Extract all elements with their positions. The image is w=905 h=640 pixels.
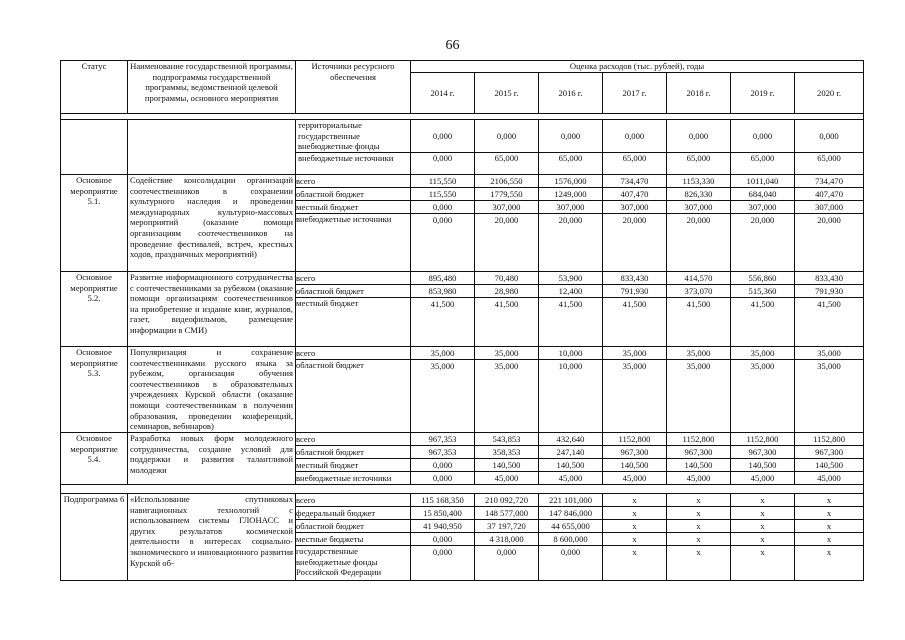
value: 791,930 (603, 285, 666, 298)
value: 53,900 (539, 272, 602, 285)
value: 140,500 (603, 459, 666, 472)
value: 115,550 (411, 188, 474, 201)
value: 35,000 (622, 361, 647, 371)
value: 45,000 (494, 473, 519, 483)
value: 407,470 (603, 188, 666, 201)
value: x (731, 494, 794, 507)
values-cell (603, 175, 667, 272)
value: 967,300 (667, 446, 730, 459)
value: 0,000 (411, 459, 474, 472)
value: 8 600,000 (539, 533, 602, 546)
values-cell (731, 494, 795, 581)
source-line: государственные внебюджетные фонды Российской Федерации (296, 546, 382, 578)
value: x (696, 547, 701, 557)
source-cell: территориальные государственные внебюджетные фонды (296, 120, 411, 153)
values-cell (603, 494, 667, 581)
value: 1249,000 (539, 188, 602, 201)
value: 1152,800 (667, 433, 730, 446)
header-year: 2018 г. (667, 73, 731, 114)
source-line: местный бюджет (296, 298, 359, 308)
value: 35,000 (731, 347, 794, 360)
value: x (795, 533, 863, 546)
value: 45,000 (686, 473, 711, 483)
value-cell: 0,000 (475, 120, 539, 153)
values-cell (603, 272, 667, 347)
value: x (731, 533, 794, 546)
name-cell: Разработка новых форм молодежного сотрудничества, создание условий для поддержки и развития талантливой молодежи (128, 433, 296, 485)
value-cell: 65,000 (795, 153, 864, 175)
value: 826,330 (667, 188, 730, 201)
value: 1779,550 (475, 188, 538, 201)
value: 307,000 (795, 201, 863, 214)
value: 895,480 (411, 272, 474, 285)
value: 15 850,400 (411, 507, 474, 520)
value: x (632, 547, 637, 557)
value: 2106,550 (475, 175, 538, 188)
values-cell (475, 272, 539, 347)
value: 20,000 (558, 215, 583, 225)
table-row (61, 494, 864, 581)
header-status: Статус (61, 61, 128, 114)
value: 734,470 (795, 175, 863, 188)
value: x (603, 507, 666, 520)
value-cell: 0,000 (539, 120, 603, 153)
value: 140,500 (731, 459, 794, 472)
status-cell: Основное мероприятие 5.1. (61, 175, 128, 272)
source-line: областной бюджет (296, 446, 410, 459)
value: 35,000 (494, 361, 519, 371)
value: 407,470 (795, 188, 863, 201)
value: 45,000 (622, 473, 647, 483)
value: 10,000 (539, 347, 602, 360)
value: 967,353 (411, 446, 474, 459)
spacer-row (61, 485, 864, 494)
value: x (667, 507, 730, 520)
value: 140,500 (667, 459, 730, 472)
value: 0,000 (432, 547, 453, 557)
value: 414,570 (667, 272, 730, 285)
value: 41 940,950 (411, 520, 474, 533)
value: 41,500 (494, 299, 519, 309)
source-line: местный бюджет (296, 459, 410, 472)
value: 20,000 (750, 215, 775, 225)
value: 35,000 (430, 361, 455, 371)
source-line: местный бюджет (296, 201, 410, 214)
value: x (731, 507, 794, 520)
value: 20,000 (494, 215, 519, 225)
value: 373,070 (667, 285, 730, 298)
name-cell: Содействие консолидации организаций соотечественников в сохранении культурного наследия и проведении международных культурно-массовых мероприятий (оказание помощи организациям соотечественников на проведение фестивалей, встреч, крестных ходов, праздничных мероприятий) (128, 175, 296, 272)
values-cell (667, 175, 731, 272)
values-cell (731, 347, 795, 433)
header-year: 2015 г. (475, 73, 539, 114)
values-cell (475, 494, 539, 581)
sources-cell (296, 272, 411, 347)
source-line: областной бюджет (296, 360, 364, 370)
header-year: 2019 г. (731, 73, 795, 114)
value: x (667, 520, 730, 533)
value: x (731, 520, 794, 533)
value: x (795, 520, 863, 533)
header-year: 2014 г. (411, 73, 475, 114)
value: 853,980 (411, 285, 474, 298)
value: 37 197,720 (475, 520, 538, 533)
value: 0,000 (411, 533, 474, 546)
values-cell (411, 494, 475, 581)
source-line: областной бюджет (296, 188, 410, 201)
value: 833,430 (795, 272, 863, 285)
table-row (61, 347, 864, 433)
value: 247,140 (539, 446, 602, 459)
values-cell (667, 347, 731, 433)
value: 41,500 (430, 299, 455, 309)
status-cell (61, 120, 128, 175)
value: x (760, 547, 765, 557)
value: 44 655,000 (539, 520, 602, 533)
value: 543,853 (475, 433, 538, 446)
source-line: внебюджетные источники (296, 214, 392, 224)
value: x (603, 520, 666, 533)
sources-cell (296, 433, 411, 485)
value: 20,000 (622, 215, 647, 225)
value: 28,980 (475, 285, 538, 298)
values-cell (795, 494, 864, 581)
value: 4 318,000 (475, 533, 538, 546)
status-cell: Подпрограмма 6 (61, 494, 128, 581)
value: 791,930 (795, 285, 863, 298)
page-number: 66 (445, 38, 460, 53)
value: 115 168,350 (411, 494, 474, 507)
values-cell (539, 433, 603, 485)
value-cell: 65,000 (475, 153, 539, 175)
value: 967,300 (603, 446, 666, 459)
values-cell (731, 272, 795, 347)
value: 967,353 (411, 433, 474, 446)
value: 556,860 (731, 272, 794, 285)
values-cell (795, 175, 864, 272)
header-year: 2016 г. (539, 73, 603, 114)
value: 41,500 (817, 299, 841, 309)
values-cell (667, 494, 731, 581)
value: 684,040 (731, 188, 794, 201)
value: 0,000 (560, 547, 581, 557)
values-cell (411, 272, 475, 347)
table-row (61, 175, 864, 272)
value: 20,000 (817, 215, 841, 225)
value-cell: 0,000 (731, 120, 795, 153)
value: 307,000 (539, 201, 602, 214)
values-cell (603, 347, 667, 433)
sources-cell (296, 347, 411, 433)
value: 147 846,000 (539, 507, 602, 520)
values-cell (795, 347, 864, 433)
source-line: областной бюджет (296, 520, 410, 533)
values-cell (475, 347, 539, 433)
value-cell: 65,000 (539, 153, 603, 175)
value: 35,000 (411, 347, 474, 360)
name-cell (128, 120, 296, 175)
table-row (61, 272, 864, 347)
values-cell (475, 175, 539, 272)
source-line: федеральный бюджет (296, 507, 410, 520)
value: 1011,040 (731, 175, 794, 188)
value: 1153,330 (667, 175, 730, 188)
values-cell (731, 433, 795, 485)
source-line: внебюджетные источники (296, 473, 392, 483)
sources-cell (296, 175, 411, 272)
value-cell: 65,000 (731, 153, 795, 175)
values-cell (731, 175, 795, 272)
value: x (795, 507, 863, 520)
value: 45,000 (558, 473, 583, 483)
status-cell: Основное мероприятие 5.4. (61, 433, 128, 485)
source-line: областной бюджет (296, 285, 410, 298)
value: 35,000 (475, 347, 538, 360)
value: 833,430 (603, 272, 666, 285)
value: x (667, 533, 730, 546)
value: 115,550 (411, 175, 474, 188)
values-cell (539, 175, 603, 272)
value-cell: 65,000 (667, 153, 731, 175)
value: 515,360 (731, 285, 794, 298)
value: 210 092,720 (475, 494, 538, 507)
values-cell (539, 347, 603, 433)
values-cell (795, 433, 864, 485)
value: 41,500 (558, 299, 583, 309)
value: 35,000 (686, 361, 711, 371)
header-year: 2017 г. (603, 73, 667, 114)
value: 41,500 (750, 299, 775, 309)
value: 12,400 (539, 285, 602, 298)
values-cell (475, 433, 539, 485)
value: 307,000 (667, 201, 730, 214)
value: 35,000 (603, 347, 666, 360)
value: 45,000 (750, 473, 775, 483)
value: 140,500 (795, 459, 863, 472)
value: 0,000 (432, 215, 453, 225)
header-estimate: Оценка расходов (тыс. рублей), годы (411, 61, 864, 73)
value: 307,000 (603, 201, 666, 214)
value: 140,500 (475, 459, 538, 472)
value: 35,000 (817, 361, 841, 371)
status-cell: Основное мероприятие 5.2. (61, 272, 128, 347)
header-row (61, 61, 864, 73)
value: 45,000 (817, 473, 841, 483)
value: 41,500 (622, 299, 647, 309)
value: x (603, 494, 666, 507)
source-line: всего (296, 433, 410, 446)
value: x (795, 494, 863, 507)
values-cell (795, 272, 864, 347)
value: 307,000 (731, 201, 794, 214)
value: 967,300 (795, 446, 863, 459)
value: 41,500 (686, 299, 711, 309)
value-cell: 0,000 (795, 120, 864, 153)
value-cell: 0,000 (667, 120, 731, 153)
value: 1152,800 (603, 433, 666, 446)
value: 432,640 (539, 433, 602, 446)
header-year: 2020 г. (795, 73, 864, 114)
values-cell (411, 347, 475, 433)
value: 140,500 (539, 459, 602, 472)
value-cell: 0,000 (411, 153, 475, 175)
value: 35,000 (795, 347, 863, 360)
source-line: всего (296, 175, 410, 188)
value: 148 577,000 (475, 507, 538, 520)
table-row (61, 433, 864, 485)
value: 35,000 (750, 361, 775, 371)
value: 734,470 (603, 175, 666, 188)
values-cell (539, 272, 603, 347)
values-cell (603, 433, 667, 485)
source-line: всего (296, 494, 410, 507)
sources-cell (296, 494, 411, 581)
value: 0,000 (496, 547, 517, 557)
source-line: всего (296, 272, 410, 285)
value: 10,000 (558, 361, 583, 371)
value: 0,000 (432, 473, 453, 483)
values-cell (539, 494, 603, 581)
values-cell (411, 433, 475, 485)
value: 1152,800 (795, 433, 863, 446)
value: x (603, 533, 666, 546)
value: 221 101,000 (539, 494, 602, 507)
value: 20,000 (686, 215, 711, 225)
value-cell: 65,000 (603, 153, 667, 175)
name-cell: Развитие информационного сотрудничества с соотечественниками за рубежом (оказание помощи организациям соотечественников на приобретение и издание книг, журналов, газет, видеофильмов, размещение информации в СМИ) (128, 272, 296, 347)
values-cell (667, 433, 731, 485)
source-line: местные бюджеты (296, 533, 410, 546)
name-cell: Популяризация и сохранение соотечественниками русского языка за рубежом, организация обучения соотечественников в образовательных учреждениях Курской области (оказание помощи соотечественникам в получении образования, проведении конференций, семинаров, вебинаров) (128, 347, 296, 433)
value: 1576,000 (539, 175, 602, 188)
values-cell (667, 272, 731, 347)
value: 967,300 (731, 446, 794, 459)
value: 307,000 (475, 201, 538, 214)
values-cell (411, 175, 475, 272)
status-cell: Основное мероприятие 5.3. (61, 347, 128, 433)
value: 0,000 (411, 201, 474, 214)
value-cell: 0,000 (411, 120, 475, 153)
value-cell: 0,000 (603, 120, 667, 153)
table-row (61, 120, 864, 153)
header-sources: Источники ресурсного обеспечения (296, 61, 411, 114)
value: x (667, 494, 730, 507)
budget-table (60, 60, 864, 581)
source-cell: внебюджетные источники (296, 153, 411, 175)
value: 35,000 (667, 347, 730, 360)
source-line: всего (296, 347, 410, 360)
name-cell: «Использование спутниковых навигационных технологий с использованием системы ГЛОНАСС и других результатов космической деятельности в интересах социально-экономического и инновационного развития Курской об- (128, 494, 296, 581)
value: 358,353 (475, 446, 538, 459)
value: 1152,800 (731, 433, 794, 446)
header-name: Наименование государственной программы, подпрограммы государственной программы, ведомственной целевой программы, основного мероприятия (128, 61, 296, 114)
value: x (826, 547, 832, 557)
value: 70,480 (475, 272, 538, 285)
